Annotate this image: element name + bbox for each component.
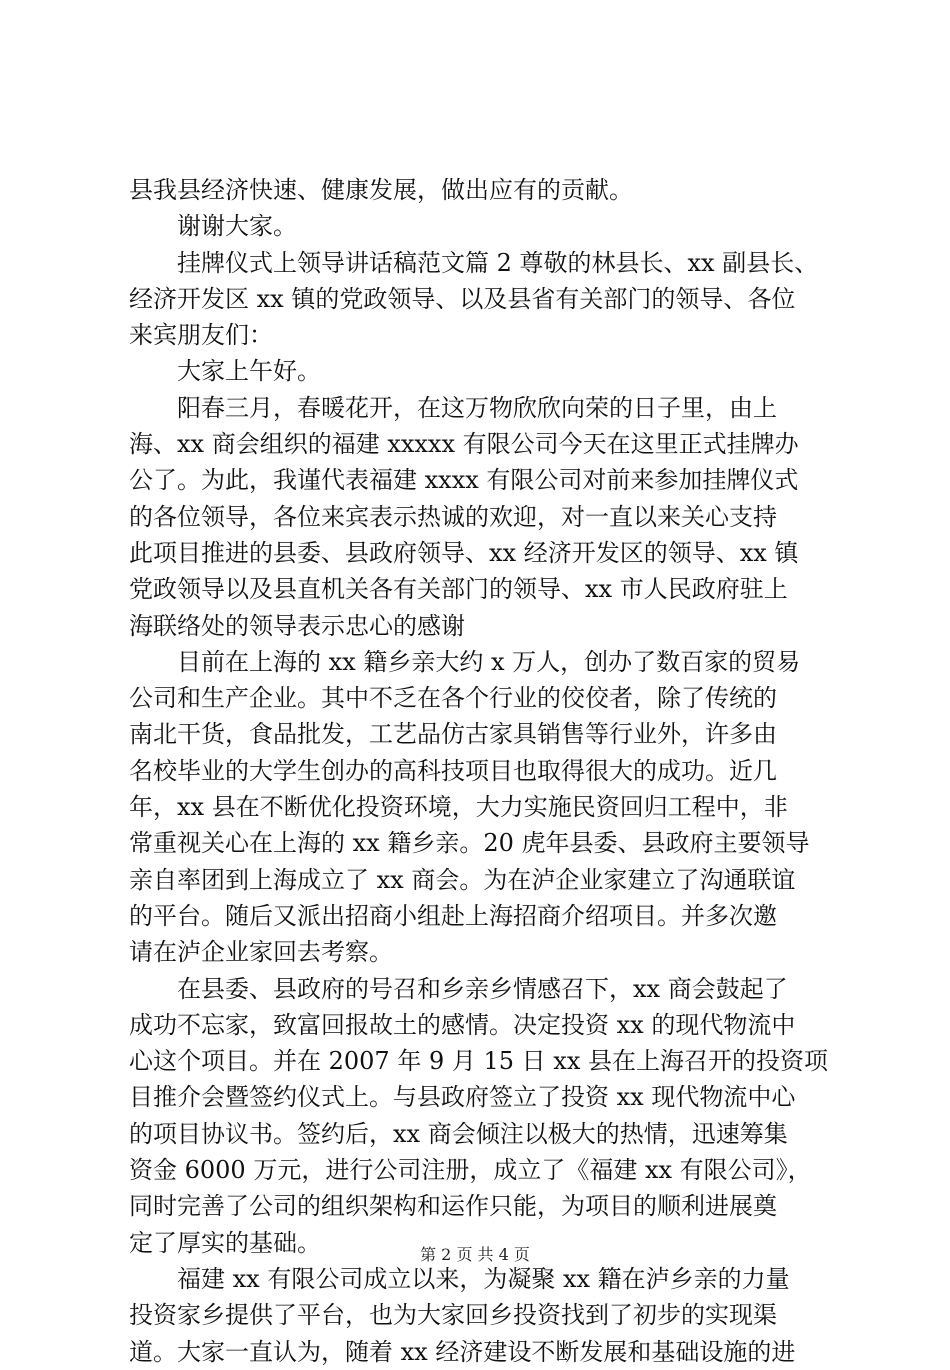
text-line: 请在泸企业家回去考察。 — [129, 938, 393, 967]
text-line: 公司和生产企业。其中不乏在各个行业的佼佼者，除了传统的 — [129, 684, 777, 713]
text-line: 阳春三月，春暖花开，在这万物欣欣向荣的日子里，由上 — [129, 393, 777, 422]
text-line: 来宾朋友们： — [129, 321, 273, 350]
text-line: 的项目协议书。签约后，xx 商会倾注以极大的热情，迅速筹集 — [129, 1119, 788, 1148]
text-line: 公了。为此，我谨代表福建 xxxx 有限公司对前来参加挂牌仪式 — [129, 466, 799, 495]
text-line: 名校毕业的大学生创办的高科技项目也取得很大的成功。近几 — [129, 756, 777, 785]
text-line: 成功不忘家，致富回报故土的感情。决定投资 xx 的现代物流中 — [129, 1010, 796, 1039]
text-line: 经济开发区 xx 镇的党政领导、以及县省有关部门的领导、各位 — [129, 284, 796, 313]
text-line: 海联络处的领导表示忠心的感谢 — [129, 611, 465, 640]
text-line: 道。大家一直认为，随着 xx 经济建设不断发展和基础设施的进 — [129, 1337, 796, 1366]
text-line: 心这个项目。并在 2007 年 9 月 15 日 xx 县在上海召开的投资项 — [129, 1047, 828, 1076]
text-line: 同时完善了公司的组织架构和运作只能，为项目的顺利进展奠 — [129, 1192, 777, 1221]
page-footer: 第 2 页 共 4 页 — [420, 1245, 530, 1264]
text-line: 的平台。随后又派出招商小组赴上海招商介绍项目。并多次邀 — [129, 901, 777, 930]
text-line: 南北干货，食品批发，工艺品仿古家具销售等行业外，许多由 — [129, 720, 777, 749]
text-line: 谢谢大家。 — [129, 212, 297, 241]
text-line: 大家上午好。 — [129, 357, 321, 386]
text-line: 此项目推进的县委、县政府领导、xx 经济开发区的领导、xx 镇 — [129, 538, 799, 567]
text-line: 福建 xx 有限公司成立以来，为凝聚 xx 籍在泸乡亲的力量 — [129, 1264, 790, 1293]
text-line: 年，xx 县在不断优化投资环境，大力实施民资回归工程中，非 — [129, 793, 788, 822]
document-body — [129, 172, 829, 1370]
text-line: 挂牌仪式上领导讲话稿范文篇 2 尊敬的林县长、xx 副县长、 — [129, 248, 819, 277]
text-line: 常重视关心在上海的 xx 籍乡亲。20 虎年县委、县政府主要领导 — [129, 829, 810, 858]
text-line: 亲自率团到上海成立了 xx 商会。为在泸企业家建立了沟通联谊 — [129, 865, 796, 894]
text-line: 目推介会暨签约仪式上。与县政府签立了投资 xx 现代物流中心 — [129, 1083, 796, 1112]
text-line: 资金 6000 万元，进行公司注册，成立了《福建 xx 有限公司》， — [129, 1156, 812, 1185]
text-line: 目前在上海的 xx 籍乡亲大约 x 万人，创办了数百家的贸易 — [129, 647, 801, 676]
text-line: 党政领导以及县直机关各有关部门的领导、xx 市人民政府驻上 — [129, 575, 788, 604]
text-line: 县我县经济快速、健康发展，做出应有的贡献。 — [129, 176, 633, 204]
text-line: 投资家乡提供了平台，也为大家回乡投资找到了初步的实现渠 — [129, 1301, 777, 1330]
text-line: 的各位领导，各位来宾表示热诚的欢迎，对一直以来关心支持 — [129, 502, 777, 531]
text-line: 海、xx 商会组织的福建 xxxxx 有限公司今天在这里正式挂牌办 — [129, 430, 799, 459]
text-line: 在县委、县政府的号召和乡亲乡情感召下，xx 商会鼓起了 — [129, 974, 788, 1003]
text-line: 定了厚实的基础。 — [129, 1228, 321, 1257]
